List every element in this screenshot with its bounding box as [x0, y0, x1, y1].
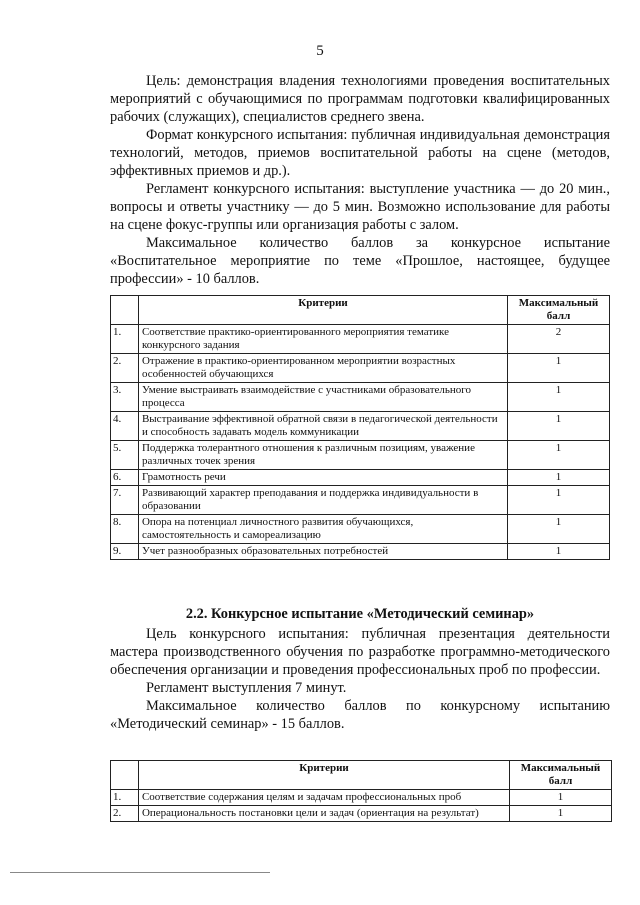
row-score: 1 — [508, 412, 610, 441]
row-criterion: Выстраивание эффективной обратной связи в педагогической деятельности и способность задавать модель коммуникации — [138, 412, 507, 441]
header-criteria: Критерии — [138, 761, 509, 790]
page-number: 5 — [316, 43, 324, 59]
row-criterion: Опора на потенциал личностного развития обучающихся, самостоятельность и самореализацию — [138, 515, 507, 544]
row-score: 1 — [510, 790, 612, 806]
row-score: 1 — [508, 515, 610, 544]
row-number: 6. — [111, 470, 139, 486]
header-num — [111, 761, 139, 790]
row-number: 1. — [111, 790, 139, 806]
table-row — [111, 325, 610, 354]
table-header — [111, 761, 612, 790]
table-row — [111, 515, 610, 544]
row-score: 1 — [508, 354, 610, 383]
table-row — [111, 354, 610, 383]
row-score: 1 — [510, 806, 612, 822]
header-max-score: Максимальный балл — [510, 761, 612, 790]
row-score: 1 — [508, 383, 610, 412]
table-row — [111, 412, 610, 441]
paragraph-regulation-2: Регламент выступления 7 минут. — [146, 680, 347, 696]
row-criterion: Отражение в практико-ориентированном мероприятии возрастных особенностей обучающихся — [138, 354, 507, 383]
row-number: 1. — [111, 325, 139, 354]
footer-divider — [10, 872, 270, 873]
row-number: 9. — [111, 544, 139, 560]
criteria-table-1 — [110, 295, 610, 560]
table-row — [111, 790, 612, 806]
row-criterion: Соответствие практико-ориентированного мероприятия тематике конкурсного задания — [138, 325, 507, 354]
table-row — [111, 544, 610, 560]
row-number: 3. — [111, 383, 139, 412]
row-criterion: Учет разнообразных образовательных потребностей — [138, 544, 507, 560]
row-number: 8. — [111, 515, 139, 544]
criteria-table-2 — [110, 760, 612, 822]
section1-text — [110, 72, 610, 288]
row-score: 1 — [508, 470, 610, 486]
paragraph-max-score-2: Максимальное количество баллов по конкурсному испытанию «Методический семинар» - 15 баллов. — [110, 698, 610, 732]
row-number: 4. — [111, 412, 139, 441]
row-criterion: Умение выстраивать взаимодействие с участниками образовательного процесса — [138, 383, 507, 412]
header-num — [111, 296, 139, 325]
row-number: 5. — [111, 441, 139, 470]
paragraph-format: Формат конкурсного испытания: публичная индивидуальная демонстрация технологий, методов, приемов воспитательной работы на сцене (методов, эффективных приемов и др.). — [110, 127, 610, 179]
table-row — [111, 806, 612, 822]
paragraph-regulation: Регламент конкурсного испытания: выступление участника — до 20 мин., вопросы и ответы участнику — до 5 мин. Возможно использование для работы на сцене фокус-группы или организация работы с залом. — [110, 181, 610, 233]
table-row — [111, 486, 610, 515]
row-score: 1 — [508, 441, 610, 470]
row-criterion: Развивающий характер преподавания и поддержка индивидуальности в образовании — [138, 486, 507, 515]
row-score: 2 — [508, 325, 610, 354]
paragraph-goal: Цель: демонстрация владения технологиями проведения воспитательных мероприятий с обучающимися по программам подготовки квалифицированных рабочих (служащих), специалистов среднего звена. — [110, 73, 610, 125]
row-criterion: Соответствие содержания целям и задачам профессиональных проб — [138, 790, 509, 806]
row-criterion: Грамотность речи — [138, 470, 507, 486]
row-number: 2. — [111, 354, 139, 383]
section-heading: 2.2. Конкурсное испытание «Методический семинар» — [185, 606, 535, 622]
table-row — [111, 383, 610, 412]
section2-text — [110, 625, 610, 733]
row-score: 1 — [508, 544, 610, 560]
row-number: 2. — [111, 806, 139, 822]
table-header — [111, 296, 610, 325]
header-criteria: Критерии — [138, 296, 507, 325]
paragraph-max-score: Максимальное количество баллов за конкурсное испытание «Воспитательное мероприятие по теме «Прошлое, настоящее, будущее профессии» - 10 баллов. — [110, 235, 610, 287]
table-row — [111, 441, 610, 470]
header-max-score: Максимальный балл — [508, 296, 610, 325]
row-score: 1 — [508, 486, 610, 515]
row-criterion: Поддержка толерантного отношения к различным позициям, уважение различных точек зрения — [138, 441, 507, 470]
row-criterion: Операциональность постановки цели и задач (ориентация на результат) — [138, 806, 509, 822]
row-number: 7. — [111, 486, 139, 515]
paragraph-goal-2: Цель конкурсного испытания: публичная презентация деятельности мастера производственного обучения по разработке программно-методического обеспечения организации и проведения профессиональных проб по профессии. — [110, 626, 610, 678]
table-row — [111, 470, 610, 486]
